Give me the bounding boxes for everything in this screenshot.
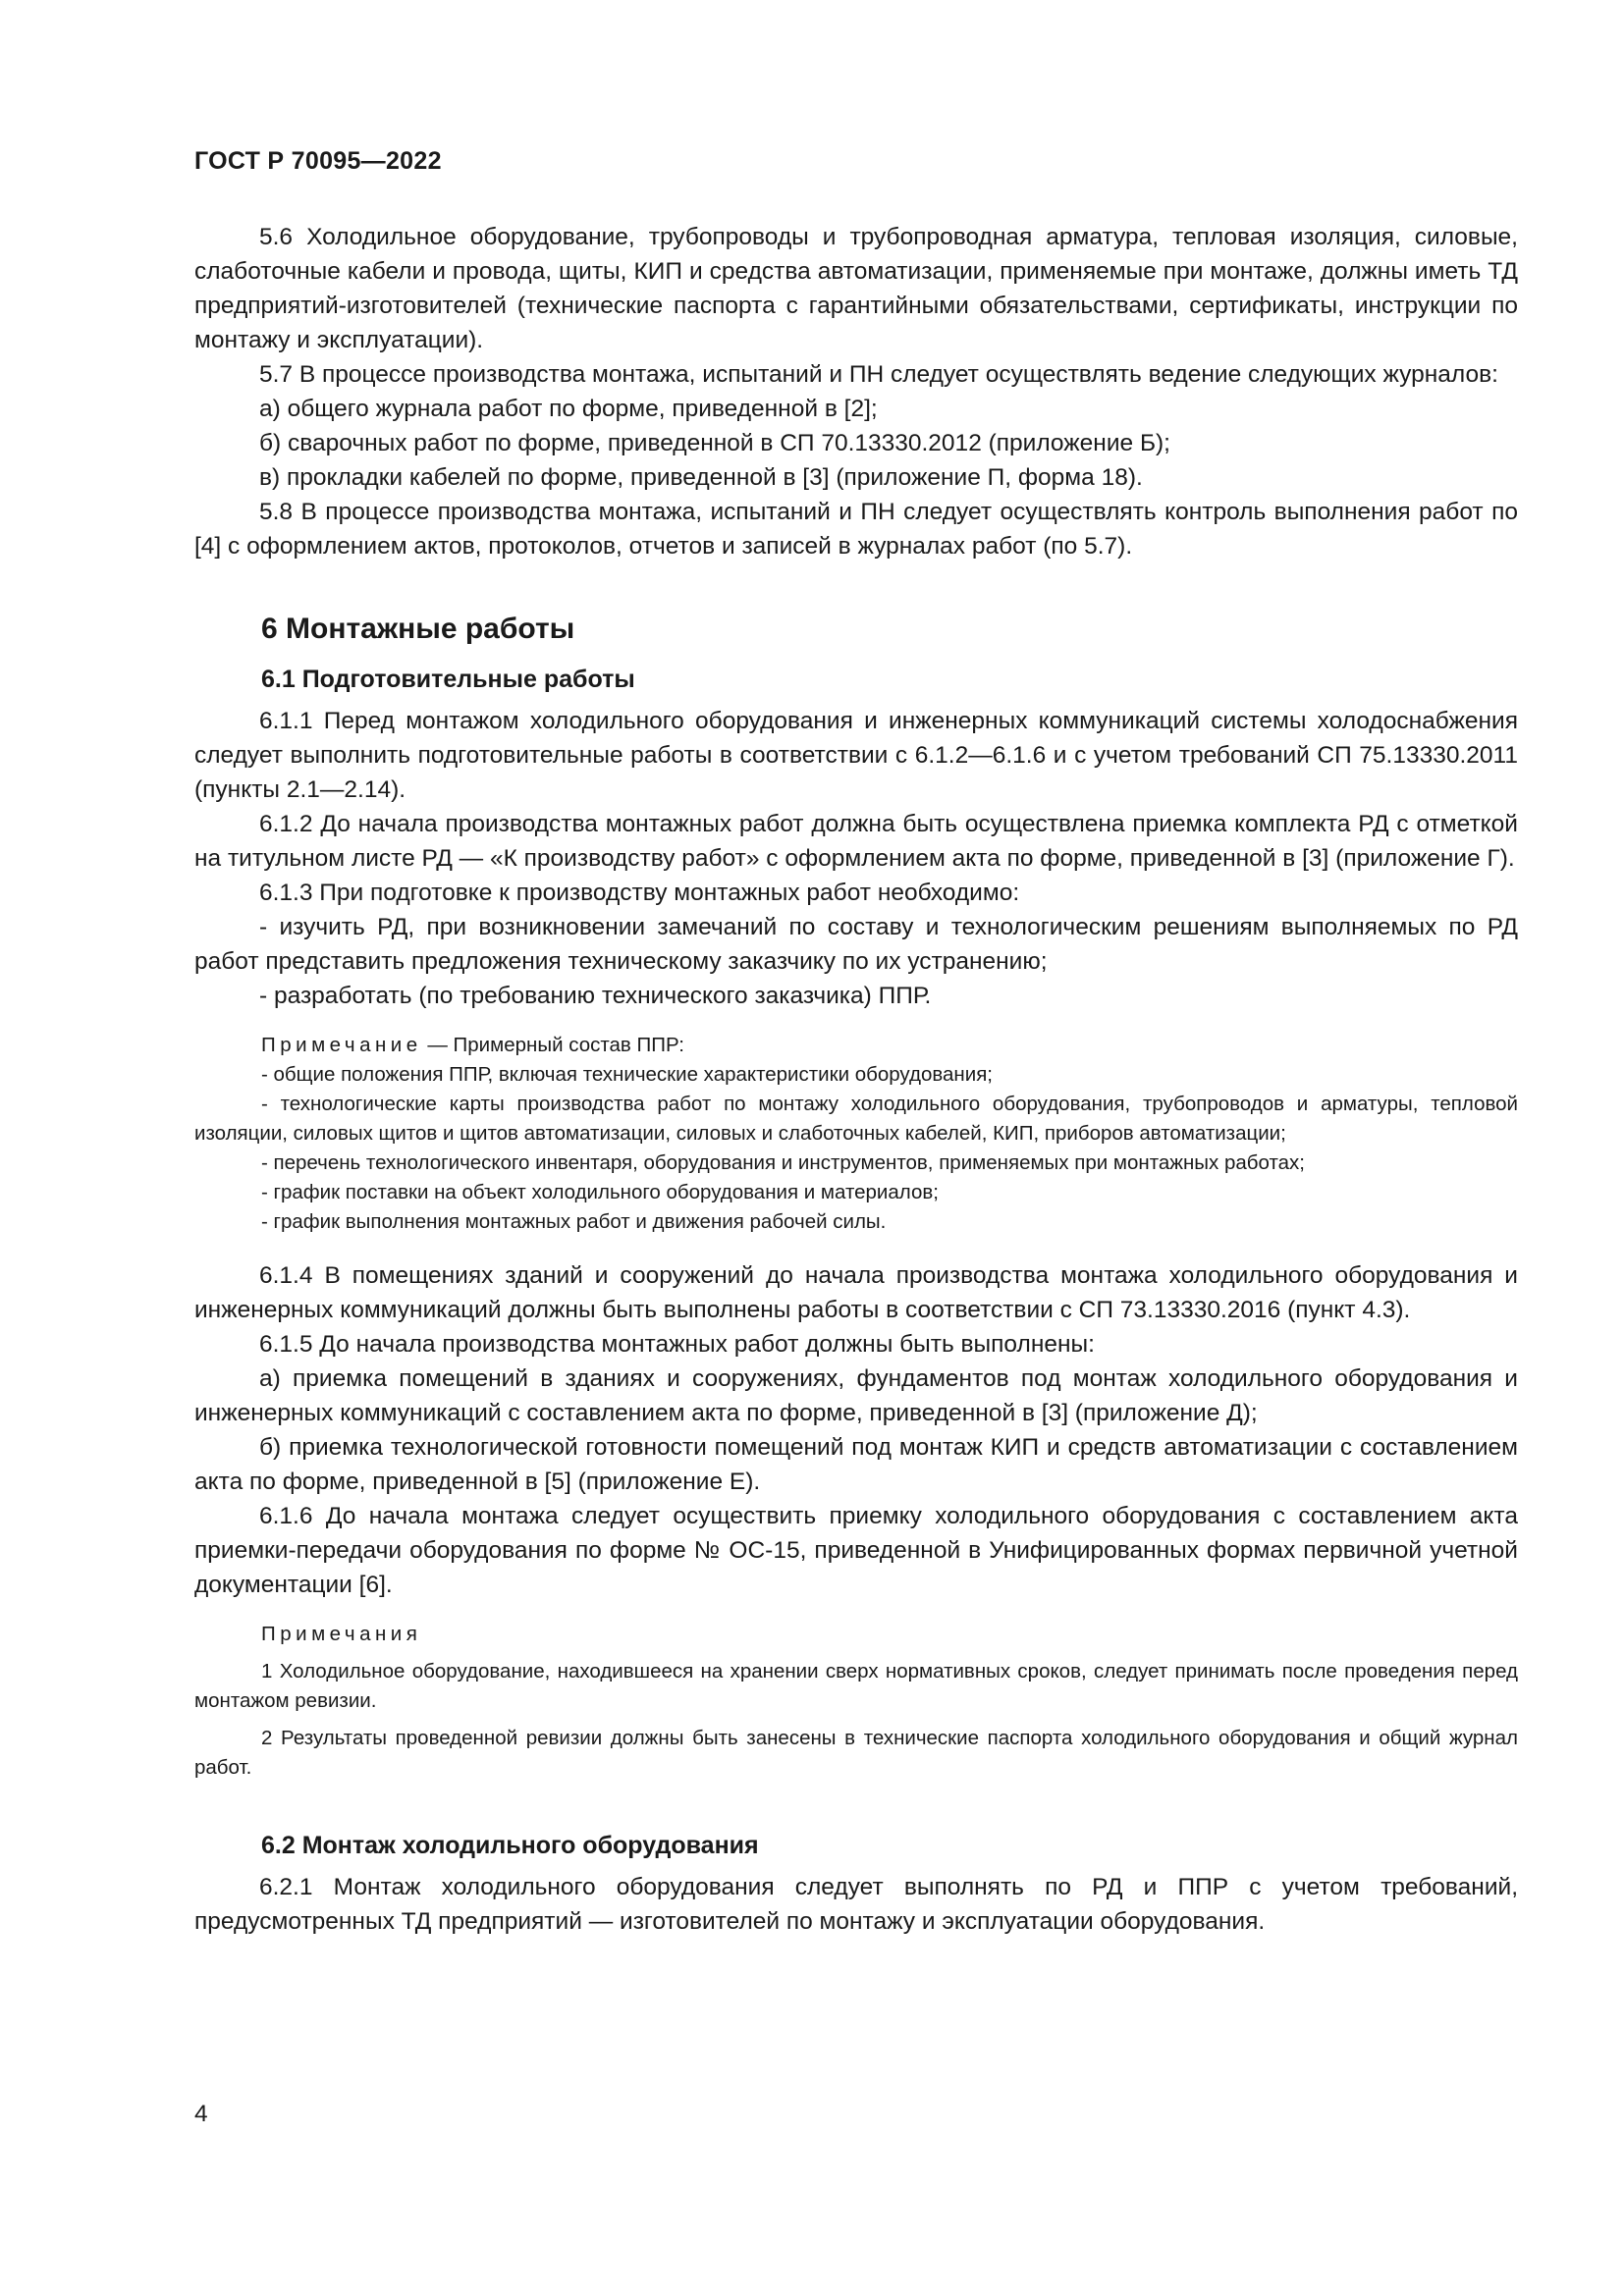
section-6-1-text-b — [194, 1258, 1518, 1602]
paragraph-6-2-1: 6.2.1 Монтаж холодильного оборудования следует выполнять по РД и ППР с учетом требований, предусмотренных ТД предприятий — изготовителей по монтажу и эксплуатации оборудования. — [194, 1874, 1518, 1935]
subsection-heading-6-1: 6.1 Подготовительные работы — [261, 666, 635, 693]
note-item: - график выполнения монтажных работ и движения рабочей силы. — [261, 1210, 887, 1233]
list-item: а) общего журнала работ по форме, приведенной в [2]; — [259, 396, 878, 422]
paragraph-6-1-4: 6.1.4 В помещениях зданий и сооружений до начала производства монтажа холодильного оборудования и инженерных коммуникаций должны быть выполнены работы в соответствии с СП 73.13330.2016 (пункт 4.3). — [194, 1262, 1518, 1323]
paragraph-6-1-5: 6.1.5 До начала производства монтажных работ должны быть выполнены: — [259, 1331, 1095, 1358]
note-item: - график поставки на объект холодильного оборудования и материалов; — [261, 1181, 939, 1203]
paragraph-5-8: 5.8 В процессе производства монтажа, испытаний и ПН следует осуществлять контроль выполнения работ по [4] с оформлением актов, протоколов, отчетов и записей в журналах работ (по 5.7). — [194, 499, 1518, 560]
list-item: в) прокладки кабелей по форме, приведенной в [3] (приложение П, форма 18). — [259, 464, 1143, 491]
note-ppr — [194, 1031, 1518, 1237]
paragraph-5-7: 5.7 В процессе производства монтажа, испытаний и ПН следует осуществлять ведение следующих журналов: — [259, 361, 1498, 388]
list-item: - изучить РД, при возникновении замечаний по составу и технологическим решениям выполняемых по РД работ представить предложения техническому заказчику по их устранению; — [194, 914, 1518, 975]
page-number: 4 — [194, 2101, 208, 2127]
document-page — [194, 147, 1518, 1939]
note-item: 2 Результаты проведенной ревизии должны быть занесены в технические паспорта холодильного оборудования и общий журнал работ. — [194, 1727, 1518, 1779]
list-item: б) приемка технологической готовности помещений под монтаж КИП и средств автоматизации с составлением акта по форме, приведенной в [5] (приложение Е). — [194, 1434, 1518, 1495]
note-item: - перечень технологического инвентаря, оборудования и инструментов, применяемых при монтажных работах; — [261, 1151, 1305, 1174]
section-6-2-text — [194, 1870, 1518, 1939]
note-item: - технологические карты производства работ по монтажу холодильного оборудования, трубопроводов и арматуры, тепловой изоляции, силовых щитов и щитов автоматизации, силовых и слаботочных кабелей, КИП, приборов автоматизации; — [194, 1093, 1518, 1145]
subsection-heading-6-2: 6.2 Монтаж холодильного оборудования — [261, 1832, 759, 1859]
section-5-text — [194, 220, 1518, 563]
note-title: Примечание — Примерный состав ППР: — [261, 1034, 684, 1056]
note-title: Примечания — [261, 1623, 422, 1645]
paragraph-5-6: 5.6 Холодильное оборудование, трубопроводы и трубопроводная арматура, тепловая изоляция, силовые, слаботочные кабели и провода, щиты, КИП и средства автоматизации, применяемые при монтаже, должны иметь ТД предприятий-изготовителей (технические паспорта с гарантийными обязательствами, сертификаты, инструкции по монтажу и эксплуатации). — [194, 224, 1518, 353]
notes-revision — [194, 1620, 1518, 1783]
document-header: ГОСТ Р 70095—2022 — [194, 147, 442, 175]
paragraph-6-1-2: 6.1.2 До начала производства монтажных работ должна быть осуществлена приемка комплекта РД с отметкой на титульном листе РД — «К производству работ» с оформлением акта по форме, приведенной в [3] (приложение Г). — [194, 811, 1518, 872]
paragraph-6-1-3: 6.1.3 При подготовке к производству монтажных работ необходимо: — [259, 880, 1020, 906]
list-item: - разработать (по требованию технического заказчика) ППР. — [259, 983, 932, 1009]
section-6-1-text-a — [194, 704, 1518, 1013]
section-heading-6: 6 Монтажные работы — [261, 613, 575, 645]
paragraph-6-1-6: 6.1.6 До начала монтажа следует осуществить приемку холодильного оборудования с составлением акта приемки-передачи оборудования по форме № ОС-15, приведенной в Унифицированных формах первичной учетной документации [6]. — [194, 1503, 1518, 1598]
list-item: а) приемка помещений в зданиях и сооружениях, фундаментов под монтаж холодильного оборудования и инженерных коммуникаций с составлением акта по форме, приведенной в [3] (приложение Д); — [194, 1365, 1518, 1426]
note-item: 1 Холодильное оборудование, находившееся на хранении сверх нормативных сроков, следует принимать после проведения перед монтажом ревизии. — [194, 1660, 1518, 1712]
list-item: б) сварочных работ по форме, приведенной в СП 70.13330.2012 (приложение Б); — [259, 430, 1170, 456]
note-item: - общие положения ППР, включая технические характеристики оборудования; — [261, 1063, 993, 1086]
paragraph-6-1-1: 6.1.1 Перед монтажом холодильного оборудования и инженерных коммуникаций системы холодоснабжения следует выполнить подготовительные работы в соответствии с 6.1.2—6.1.6 и с учетом требований СП 75.13330.2011 (пункты 2.1—2.14). — [194, 708, 1518, 803]
